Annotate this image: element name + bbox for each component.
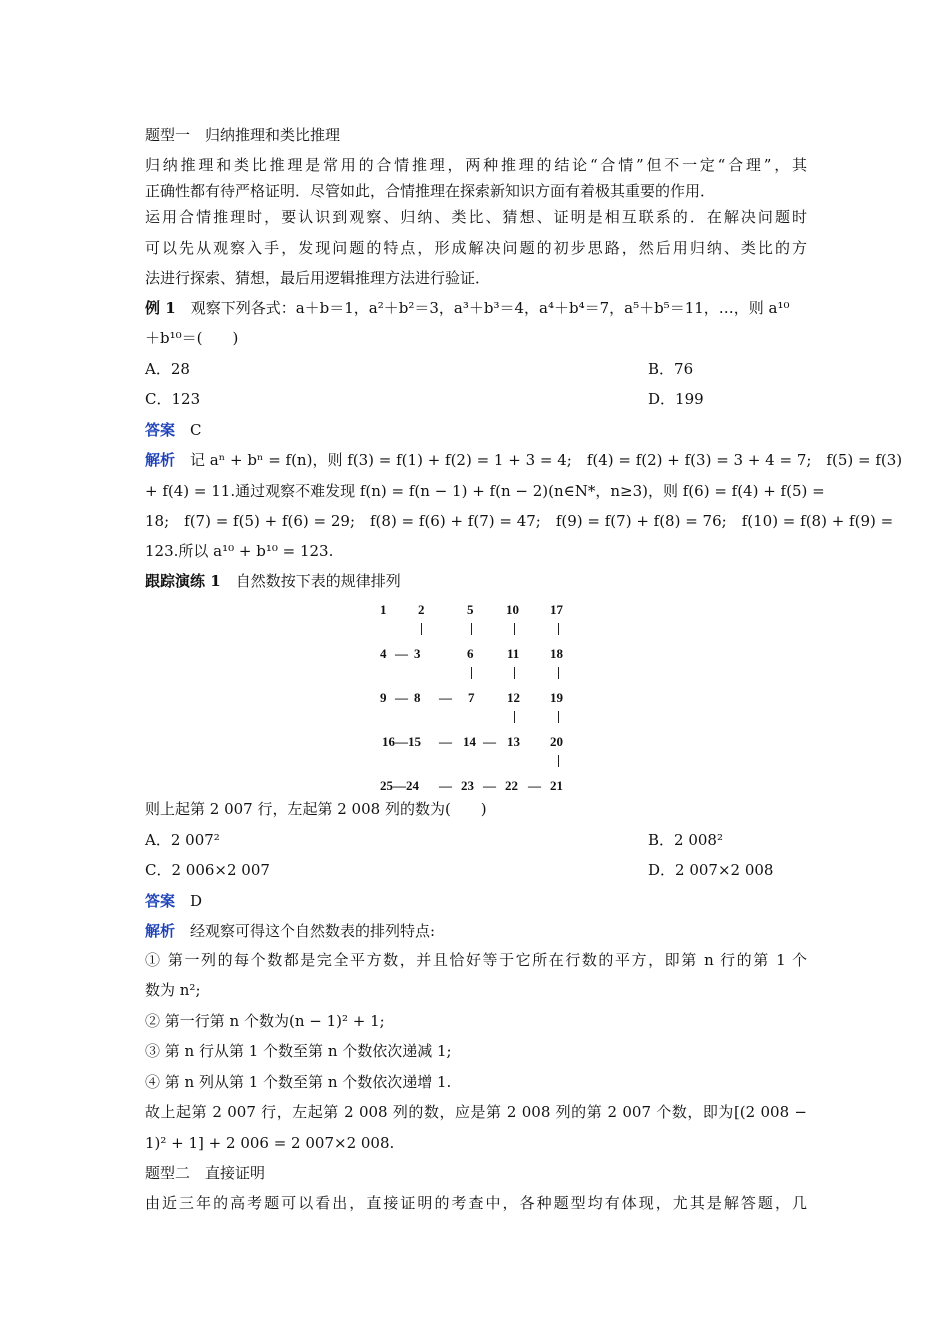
practice1-option-b: B．2 008² (648, 831, 723, 849)
example1-question-text: 观察下列各式：a＋b＝1，a²＋b²＝3，a³＋b³＝4，a⁴＋b⁴＝7，a⁵＋b⁵＝11，…，则 a¹⁰ (190, 299, 790, 317)
example1-question-cont: ＋b¹⁰＝( ) (145, 329, 239, 347)
example1-analysis-line: 123.所以 a¹⁰ + b¹⁰ = 123. (145, 542, 334, 560)
grid-cell: 16—15 (382, 734, 421, 749)
example1-analysis-line (145, 450, 903, 470)
section1-paragraph-line: 归纳推理和类比推理是常用的合情推理，两种推理的结论“合情”但不一定“合理”，其 (145, 156, 807, 174)
example1-option-b: B．76 (648, 360, 694, 378)
grid-cell: 20 (550, 734, 563, 749)
grid-cell: 11 (507, 646, 520, 661)
example1-option-a: A．28 (145, 360, 190, 378)
grid-connector: — (483, 778, 496, 793)
example1-analysis-line: + f(4) = 11.通过观察不难发现 f(n) = f(n − 1) + f(n − 2)(n∈N*，n≥3)，则 f(6) = f(4) + f(5) = (145, 482, 825, 500)
grid-cell: 1 (380, 602, 387, 617)
practice1-answer (145, 891, 202, 911)
grid-cell: 10 (506, 602, 519, 617)
practice1-intro (145, 571, 401, 591)
grid-cell: 5 (467, 602, 474, 617)
example1-label: 例 1 (145, 299, 176, 317)
practice1-analysis-intro (145, 921, 435, 941)
section1-paragraph-line: 正确性都有待严格证明．尽管如此，合情推理在探索新知识方面有着极其重要的作用． (145, 182, 716, 200)
example1-answer (145, 420, 202, 440)
grid-connector (514, 667, 515, 679)
grid-cell: 19 (550, 690, 563, 705)
grid-cell: 14 (463, 734, 476, 749)
grid-connector (514, 623, 515, 635)
answer-label: 答案 (145, 421, 176, 439)
grid-connector: — (439, 778, 452, 793)
analysis-text: 记 aⁿ + bⁿ = f(n)，则 f(3) = f(1) + f(2) = 1 + 3 = 4; f(4) = f(2) + f(3) = 3 + 4 = 7; f(5) = f(3) (190, 451, 903, 469)
answer-label: 答案 (145, 892, 176, 910)
grid-connector: — (528, 778, 541, 793)
analysis-conclusion-cont: 1)² + 1] + 2 006 = 2 007×2 008. (145, 1134, 395, 1152)
grid-cell: 17 (550, 602, 563, 617)
grid-connector: — (483, 734, 496, 749)
section2-title: 题型二 直接证明 (145, 1164, 266, 1182)
grid-cell: 4 (380, 646, 387, 661)
analysis-point-2: ② 第一行第 n 个数为(n − 1)² + 1; (145, 1012, 385, 1030)
section1-paragraph-line: 运用合情推理时，要认识到观察、归纳、类比、猜想、证明是相互联系的．在解决问题时 (145, 208, 807, 226)
grid-cell: 25—24 (380, 778, 419, 793)
analysis-point-1-cont: 数为 n²; (145, 981, 201, 999)
number-arrangement-table (373, 602, 573, 792)
grid-connector (514, 711, 515, 723)
grid-connector: — (439, 690, 452, 705)
practice1-option-a: A．2 007² (145, 831, 220, 849)
grid-connector: — (395, 690, 408, 705)
answer-value: D (190, 892, 203, 910)
grid-connector: — (395, 646, 408, 661)
grid-cell: 22 (505, 778, 518, 793)
grid-connector: — (439, 734, 452, 749)
grid-cell: 13 (507, 734, 520, 749)
answer-value: C (190, 421, 202, 439)
grid-cell: 9 (380, 690, 387, 705)
grid-connector (471, 623, 472, 635)
grid-connector (421, 623, 422, 635)
analysis-point-4: ④ 第 n 列从第 1 个数至第 n 个数依次递增 1. (145, 1073, 452, 1091)
example1-option-c: C．123 (145, 390, 201, 408)
section2-paragraph-line: 由近三年的高考题可以看出，直接证明的考查中，各种题型均有体现，尤其是解答题，几 (145, 1194, 807, 1212)
grid-cell: 21 (550, 778, 563, 793)
analysis-label: 解析 (145, 451, 176, 469)
practice1-intro-text: 自然数按下表的规律排列 (235, 572, 401, 590)
analysis-conclusion: 故上起第 2 007 行，左起第 2 008 列的数，应是第 2 008 列的第 2 007 个数，即为[(2 008 − (145, 1103, 807, 1121)
example1-option-d: D．199 (648, 390, 704, 408)
grid-cell: 3 (414, 646, 421, 661)
grid-cell: 8 (414, 690, 421, 705)
grid-connector (558, 755, 559, 767)
section1-paragraph-line: 法进行探索、猜想，最后用逻辑推理方法进行验证． (145, 269, 491, 287)
analysis-text: 经观察可得这个自然数表的排列特点: (190, 922, 436, 940)
analysis-point-3: ③ 第 n 行从第 1 个数至第 n 个数依次递减 1; (145, 1042, 452, 1060)
practice1-option-d: D．2 007×2 008 (648, 861, 774, 879)
grid-connector (558, 711, 559, 723)
example1-analysis-line: 18; f(7) = f(5) + f(6) = 29; f(8) = f(6) + f(7) = 47; f(9) = f(7) + f(8) = 76; f(10) = f(8) + f(9) = (145, 512, 894, 530)
practice1-question: 则上起第 2 007 行，左起第 2 008 列的数为( ) (145, 800, 487, 818)
grid-cell: 2 (418, 602, 425, 617)
grid-cell: 23 (461, 778, 474, 793)
grid-cell: 18 (550, 646, 563, 661)
grid-connector (558, 667, 559, 679)
section1-title: 题型一 归纳推理和类比推理 (145, 126, 341, 144)
practice1-option-c: C．2 006×2 007 (145, 861, 270, 879)
section1-paragraph-line: 可以先从观察入手，发现问题的特点，形成解决问题的初步思路，然后用归纳、类比的方 (145, 239, 807, 257)
practice1-label: 跟踪演练 1 (145, 572, 221, 590)
grid-cell: 12 (507, 690, 520, 705)
analysis-label: 解析 (145, 922, 176, 940)
analysis-point-1: ① 第一列的每个数都是完全平方数，并且恰好等于它所在行数的平方，即第 n 行的第 1 个 (145, 951, 807, 969)
grid-cell: 7 (468, 690, 475, 705)
grid-connector (471, 667, 472, 679)
grid-connector (558, 623, 559, 635)
grid-cell: 6 (467, 646, 474, 661)
example1-question (145, 298, 790, 318)
